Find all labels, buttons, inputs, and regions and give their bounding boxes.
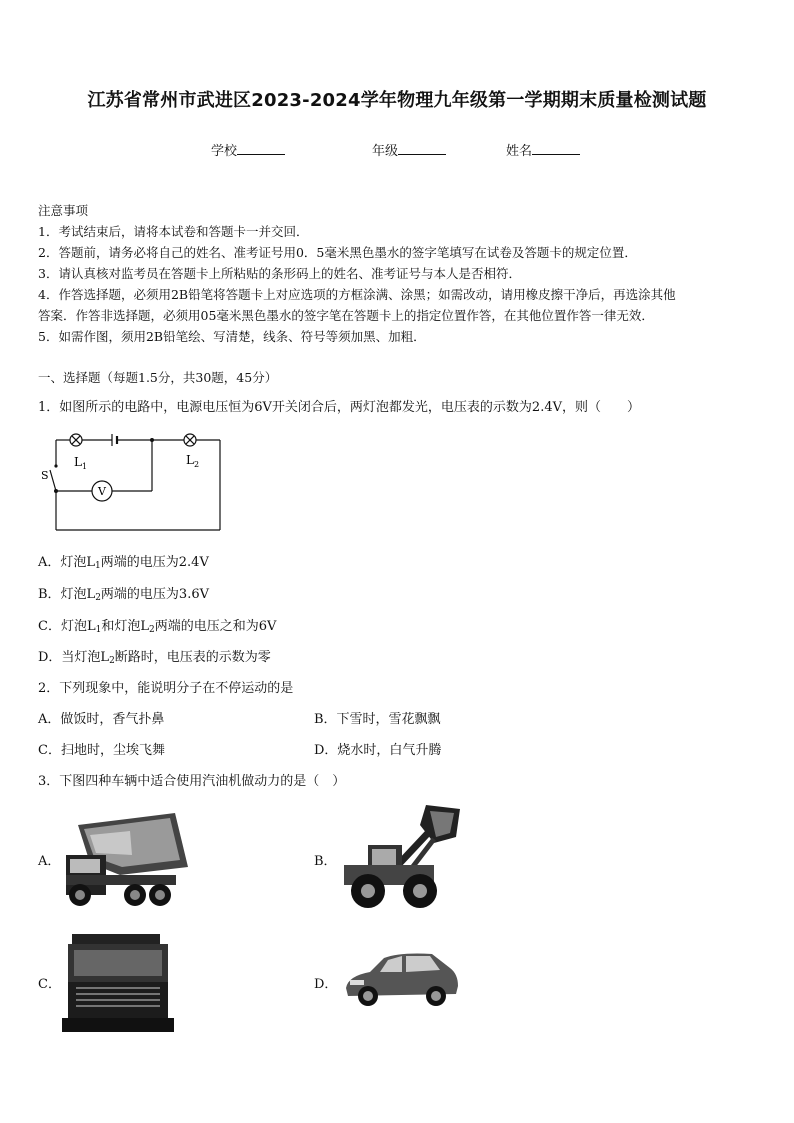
name-field [506, 140, 580, 159]
car-image [340, 950, 462, 1008]
lamp1-label: L [74, 455, 82, 469]
q3-option-a-label[interactable]: A． [38, 854, 61, 869]
lamp1-sub: 1 [81, 462, 88, 471]
q2-option-d[interactable]: D．烧水时，白气升腾 [314, 743, 442, 758]
switch-label: S [41, 469, 49, 482]
name-blank[interactable] [532, 142, 580, 155]
question-2-stem: 2．下列现象中，能说明分子在不停运动的是 [38, 681, 294, 696]
q3-option-d-label[interactable]: D． [314, 977, 338, 992]
question-1-stem: 1．如图所示的电路中，电源电压恒为6V开关闭合后，两灯泡都发光，电压表的示数为2.4V，则（ ） [38, 400, 640, 415]
school-blank[interactable] [237, 142, 285, 155]
tractor-truck-image [62, 932, 174, 1034]
notice-item: 1．考试结束后，请将本试卷和答题卡一并交回． [38, 224, 309, 239]
svg-text:L2 [186, 453, 199, 469]
svg-text:L1 [74, 455, 87, 471]
q1-option-a[interactable]: A．灯泡$L_1$两端的电压为2.4V [38, 555, 209, 571]
name-label: 姓名 [506, 144, 533, 159]
lamp2-label: L [186, 453, 194, 467]
notice-item: 答案．作答非选择题，必须用05毫米黑色墨水的签字笔在答题卡上的指定位置作答，在其他位置作答一律无效． [38, 308, 654, 323]
notice-item: 5．如需作图，须用2B铅笔绘、写清楚，线条、符号等须加黑、加粗． [38, 329, 426, 344]
section-heading: 一、选择题（每题1.5分，共30题，45分） [38, 370, 278, 385]
dump-truck-image [60, 805, 190, 910]
q2-option-b[interactable]: B．下雪时，雪花飘飘 [314, 712, 441, 727]
school-label: 学校 [211, 144, 238, 159]
notice-heading: 注意事项 [38, 203, 89, 218]
circuit-diagram [40, 424, 230, 534]
grade-blank[interactable] [398, 142, 446, 155]
q3-option-c-label[interactable]: C． [38, 977, 61, 992]
q2-option-a[interactable]: A．做饭时，香气扑鼻 [38, 712, 165, 727]
notice-item: 4．作答选择题，必须用2B铅笔将答题卡上对应选项的方框涂满、涂黑；如需改动，请用橡皮擦干净后，再选涂其他 [38, 287, 676, 302]
q1-option-d[interactable]: D．当灯泡$L_2$断路时，电压表的示数为零 [38, 650, 271, 666]
grade-field [372, 140, 446, 159]
q1-option-c[interactable]: C．灯泡$L_1$和灯泡$L_2$两端的电压之和为6V [38, 619, 277, 635]
lamp2-sub: 2 [193, 460, 200, 469]
q2-option-c[interactable]: C．扫地时，尘埃飞舞 [38, 743, 165, 758]
question-3-stem: 3．下图四种车辆中适合使用汽油机做动力的是（ ） [38, 774, 346, 789]
notice-item: 2．答题前，请务必将自己的姓名、准考证号用0．5毫米黑色墨水的签字笔填写在试卷及答题卡的规定位置． [38, 245, 637, 260]
school-field [211, 140, 285, 159]
q1-option-b[interactable]: B．灯泡$L_2$两端的电压为3.6V [38, 587, 209, 603]
notice-item: 3．请认真核对监考员在答题卡上所粘贴的条形码上的姓名、准考证号与本人是否相符． [38, 266, 521, 281]
voltmeter-label: V [98, 485, 106, 498]
q3-option-b-label[interactable]: B． [314, 854, 337, 869]
page-title: 江苏省常州市武进区2023-2024学年物理九年级第一学期期末质量检测试题 [87, 90, 707, 111]
wheel-loader-image [338, 803, 466, 913]
grade-label: 年级 [372, 144, 399, 159]
